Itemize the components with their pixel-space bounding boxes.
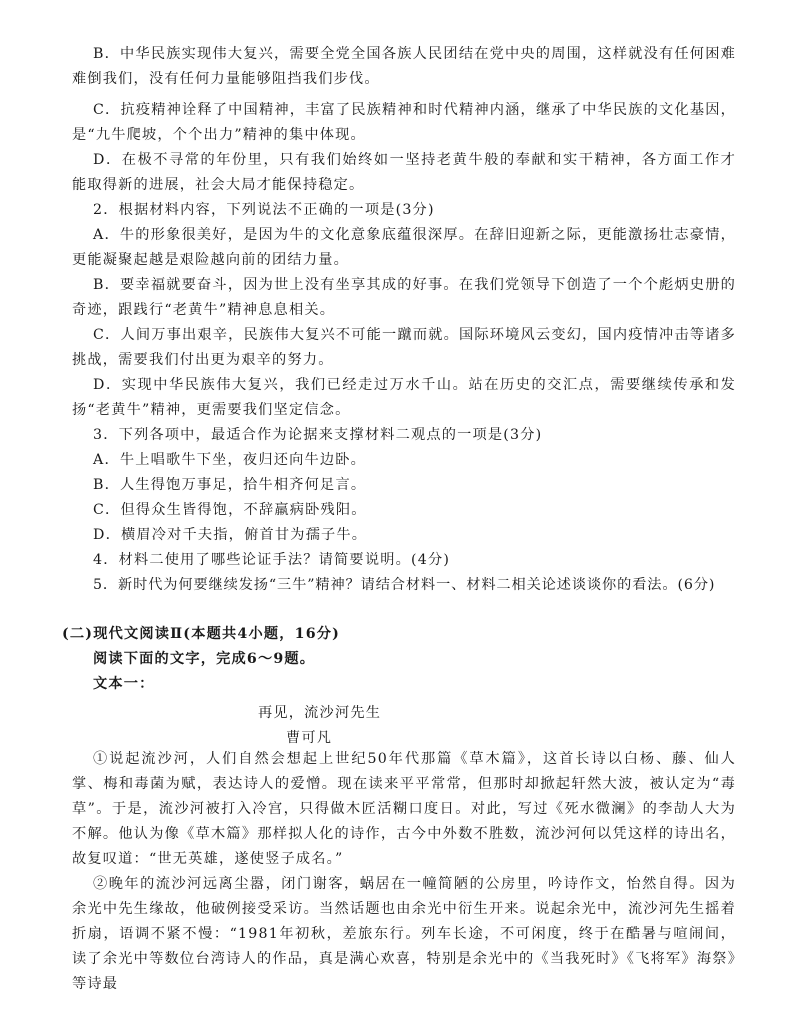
q1-option-b: B．中华民族实现伟大复兴，需要全党全国各族人民团结在党中央的周围，这样就没有任何困难难倒我们，没有任何力量能够阻挡我们步伐。 (72, 46, 736, 87)
article-paragraph-1: ①说起流沙河，人们自然会想起上世纪50年代那篇《草木篇》，这首长诗以白杨、藤、仙人掌、梅和毒菌为赋，表达诗人的爱憎。现在读来平平常常，但那时却掀起轩然大波，被认定为“毒草”。于是，流沙河被打入冷宫，只得做木匠活糊口度日。对此，写过《死水微澜》的李劼人大为不解。他认为像《草木篇》那样拟人化的诗作，古今中外数不胜数，流沙河何以凭这样的诗出名，故复叹道：“世无英雄，遂使竖子成名。” (72, 751, 736, 867)
q3-stem: 3．下列各项中，最适合作为论据来支撑材料二观点的一项是(3分) (93, 427, 543, 443)
q2-option-d: D．实现中华民族伟大复兴，我们已经走过万水千山。站在历史的交汇点，需要继续传承和发扬“老黄牛”精神，更需要我们坚定信念。 (72, 377, 736, 418)
article-author: 曹可凡 (286, 730, 333, 746)
q2-stem: 2．根据材料内容，下列说法不正确的一项是(3分) (93, 202, 435, 218)
q3-option-b: B．人生得饱万事足，拾牛相齐何足言。 (93, 477, 367, 493)
q3-option-d: D．横眉冷对千夫指，俯首甘为孺子牛。 (93, 527, 368, 543)
section-instruction: 阅读下面的文字，完成6～9题。 (93, 651, 316, 667)
q1-option-c: C．抗疫精神诠释了中国精神，丰富了民族精神和时代精神内涵，继承了中华民族的文化基因，是“九牛爬坡，个个出力”精神的集中体现。 (72, 102, 736, 143)
q2-option-b: B．要幸福就要奋斗，因为世上没有坐享其成的好事。在我们党领导下创造了一个个彪炳史册的奇迹，跟践行“老黄牛”精神息息相关。 (72, 277, 736, 318)
text-label: 文本一： (93, 676, 155, 692)
q2-option-a: A．牛的形象很美好，是因为牛的文化意象底蕴很深厚。在辞旧迎新之际，更能激扬壮志豪情，更能凝聚起越是艰险越向前的团结力量。 (72, 227, 736, 268)
article-paragraph-2: ②晚年的流沙河远离尘嚣，闭门谢客，蜗居在一幢简陋的公房里，吟诗作文，怡然自得。因为余光中先生缘故，他破例接受采访。当然话题也由余光中衍生开来。说起余光中，流沙河先生摇着折扇，语调不紧不慢：“1981年初秋，差旅东行。列车长途，不可闲度，终于在酷暑与喧闹间，读了余光中等数位台湾诗人的作品，真是满心欢喜，特别是余光中的《当我死时》《飞将军》海祭》等诗最 (72, 876, 736, 992)
q5-stem: 5．新时代为何要继续发扬“三牛”精神？请结合材料一、材料二相关论述谈谈你的看法。(6分) (93, 577, 716, 593)
article-title: 再见，流沙河先生 (258, 705, 382, 721)
section-heading: (二)现代文阅读Ⅱ(本题共4小题，16分) (62, 626, 341, 642)
q4-stem: 4．材料二使用了哪些论证手法？请简要说明。(4分) (93, 552, 451, 568)
q1-option-d: D．在极不寻常的年份里，只有我们始终如一坚持老黄牛般的奉献和实干精神，各方面工作才能取得新的进展，社会大局才能保持稳定。 (72, 152, 736, 193)
q3-option-a: A．牛上唱歌牛下坐，夜归还向牛边卧。 (93, 452, 367, 468)
q2-option-c: C．人间万事出艰辛，民族伟大复兴不可能一蹴而就。国际环境风云变幻，国内疫情冲击等诸多挑战，需要我们付出更为艰辛的努力。 (72, 327, 736, 368)
q3-option-c: C．但得众生皆得饱，不辞羸病卧残阳。 (93, 502, 367, 518)
